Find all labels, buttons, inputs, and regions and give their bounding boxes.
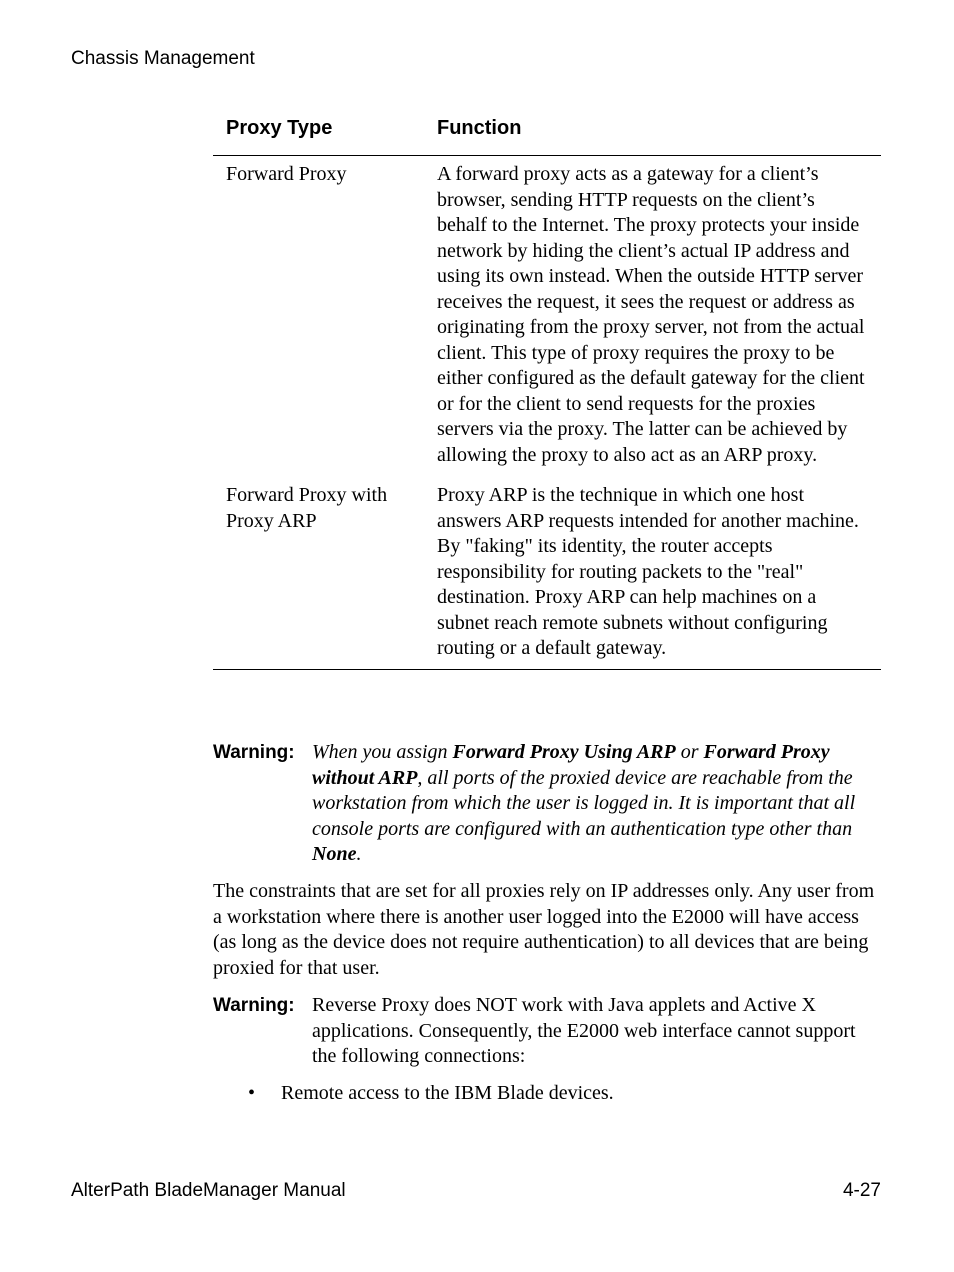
warning-emphasis: Forward Proxy Using ARP xyxy=(452,741,676,763)
warning-text-span: . xyxy=(356,843,362,865)
warning-text: Reverse Proxy does NOT work with Java applets and Active X applications. Consequently, the E2000 web interface cannot support the following connections: xyxy=(312,994,856,1067)
warning-label: Warning: xyxy=(213,742,295,763)
warning-note-reverse-proxy xyxy=(213,993,881,1070)
function-cell: Proxy ARP is the technique in which one host answers ARP requests intended for another machine. By "faking" its identity, the router accepts responsibility for routing packets to the "real" destination. Proxy ARP can help machines on a subnet reach remote subnets without configuring routing or a default gateway. xyxy=(437,484,859,659)
bullet-list-item xyxy=(248,1081,614,1107)
warning-text-span: or xyxy=(675,741,704,763)
proxy-type-cell: Forward Proxy xyxy=(226,163,347,185)
proxy-type-table xyxy=(213,112,881,670)
column-header-function: Function xyxy=(437,117,522,139)
column-header-proxy-type: Proxy Type xyxy=(226,117,333,139)
warning-label: Warning: xyxy=(213,995,295,1016)
function-cell: A forward proxy acts as a gateway for a client’s browser, sending HTTP requests on the client’s behalf to the Internet. The proxy protects your inside network by hiding the client’s actual IP address and using its own instead. When the outside HTTP server receives the request, it sees the request or address as originating from the proxy server, not from the actual client. This type of proxy requires the proxy to be either configured as the default gateway for the client or for the client to send requests for the proxies servers via the proxy. The latter can be achieved by allowing the proxy to also act as an ARP proxy. xyxy=(437,163,865,466)
running-footer xyxy=(71,1180,881,1202)
warning-text-span: , all ports of the proxied device are reachable from the workstation from which the user is logged in. It is important that all console ports are configured with an authentication type other than xyxy=(312,766,856,840)
body-paragraph: The constraints that are set for all proxies rely on IP addresses only. Any user from a workstation where there is another user logged into the E2000 will have access (as long as the device does not require authentication) to all devices that are being proxied for that user. xyxy=(213,880,875,979)
table-row xyxy=(213,468,881,670)
running-header: Chassis Management xyxy=(71,48,255,69)
warning-text xyxy=(312,740,877,868)
page-number: 4-27 xyxy=(842,1180,881,1201)
proxy-type-cell: Forward Proxy with Proxy ARP xyxy=(226,484,388,532)
bullet-icon: • xyxy=(248,1082,256,1104)
bullet-text: Remote access to the IBM Blade devices. xyxy=(281,1082,614,1104)
manual-title: AlterPath BladeManager Manual xyxy=(71,1180,346,1201)
warning-text-span: When you assign xyxy=(312,741,453,763)
table-row xyxy=(213,156,881,468)
warning-emphasis: Forward Proxy without ARP xyxy=(312,741,830,789)
warning-emphasis: None xyxy=(312,843,357,865)
warning-note-arp xyxy=(213,740,881,868)
table-header-row xyxy=(213,112,881,156)
